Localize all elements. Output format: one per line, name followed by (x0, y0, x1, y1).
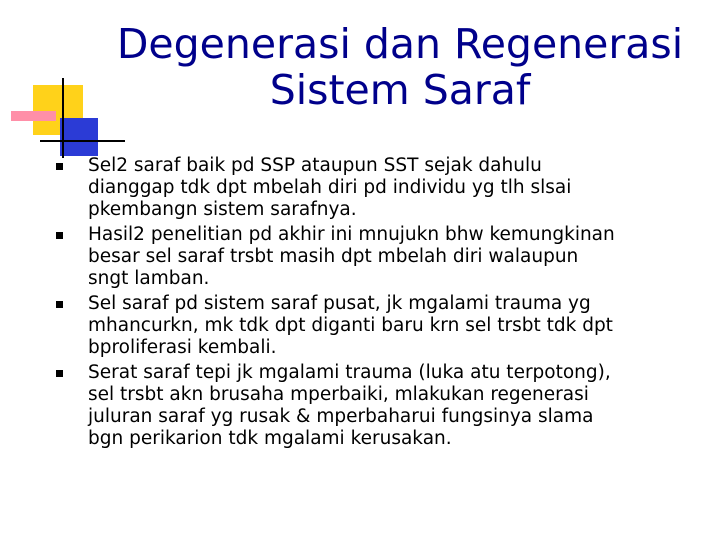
title-line: Degenerasi dan Regenerasi (116, 20, 684, 68)
decorative-horizontal-line (40, 140, 125, 142)
bullet-line: Sel saraf pd sistem saraf pusat, jk mgalami trauma yg (88, 293, 591, 314)
bullet-line: sngt lamban. (88, 268, 210, 289)
bullet-line: Sel2 saraf baik pd SSP ataupun SST sejak dahulu (88, 155, 542, 176)
bullet-list (52, 155, 702, 453)
square-bullet-icon (56, 370, 63, 377)
bullet-line: sel trsbt akn brusaha mperbaiki, mlakukan regenerasi (88, 384, 589, 405)
bullet-line: Serat saraf tepi jk mgalami trauma (luka atu terpotong), (88, 362, 611, 383)
decorative-blue-square (60, 118, 98, 156)
decorative-pink-bar (11, 111, 56, 121)
bullet-line: dianggap tdk dpt mbelah diri pd individu yg tlh slsai (88, 177, 572, 198)
bullet-item (52, 362, 702, 450)
bullet-line: bgn perikarion tdk mgalami kerusakan. (88, 428, 452, 449)
bullet-line: pkembangn sistem sarafnya. (88, 199, 357, 220)
title-line: Sistem Saraf (269, 65, 531, 114)
square-bullet-icon (56, 301, 63, 308)
bullet-line: mhancurkn, mk tdk dpt diganti baru krn sel trsbt tdk dpt (88, 315, 613, 336)
bullet-item (52, 224, 702, 290)
bullet-line: bproliferasi kembali. (88, 337, 277, 358)
bullet-line: besar sel saraf trsbt masih dpt mbelah diri walaupun (88, 246, 579, 267)
bullet-line: juluran saraf yg rusak & mperbaharui fungsinya slama (88, 406, 594, 427)
bullet-item (52, 155, 702, 221)
bullet-line: Hasil2 penelitian pd akhir ini mnujukn bhw kemungkinan (88, 224, 615, 245)
slide-title (110, 22, 690, 114)
decorative-vertical-line (62, 78, 64, 158)
bullet-item (52, 293, 702, 359)
square-bullet-icon (56, 163, 63, 170)
square-bullet-icon (56, 232, 63, 239)
